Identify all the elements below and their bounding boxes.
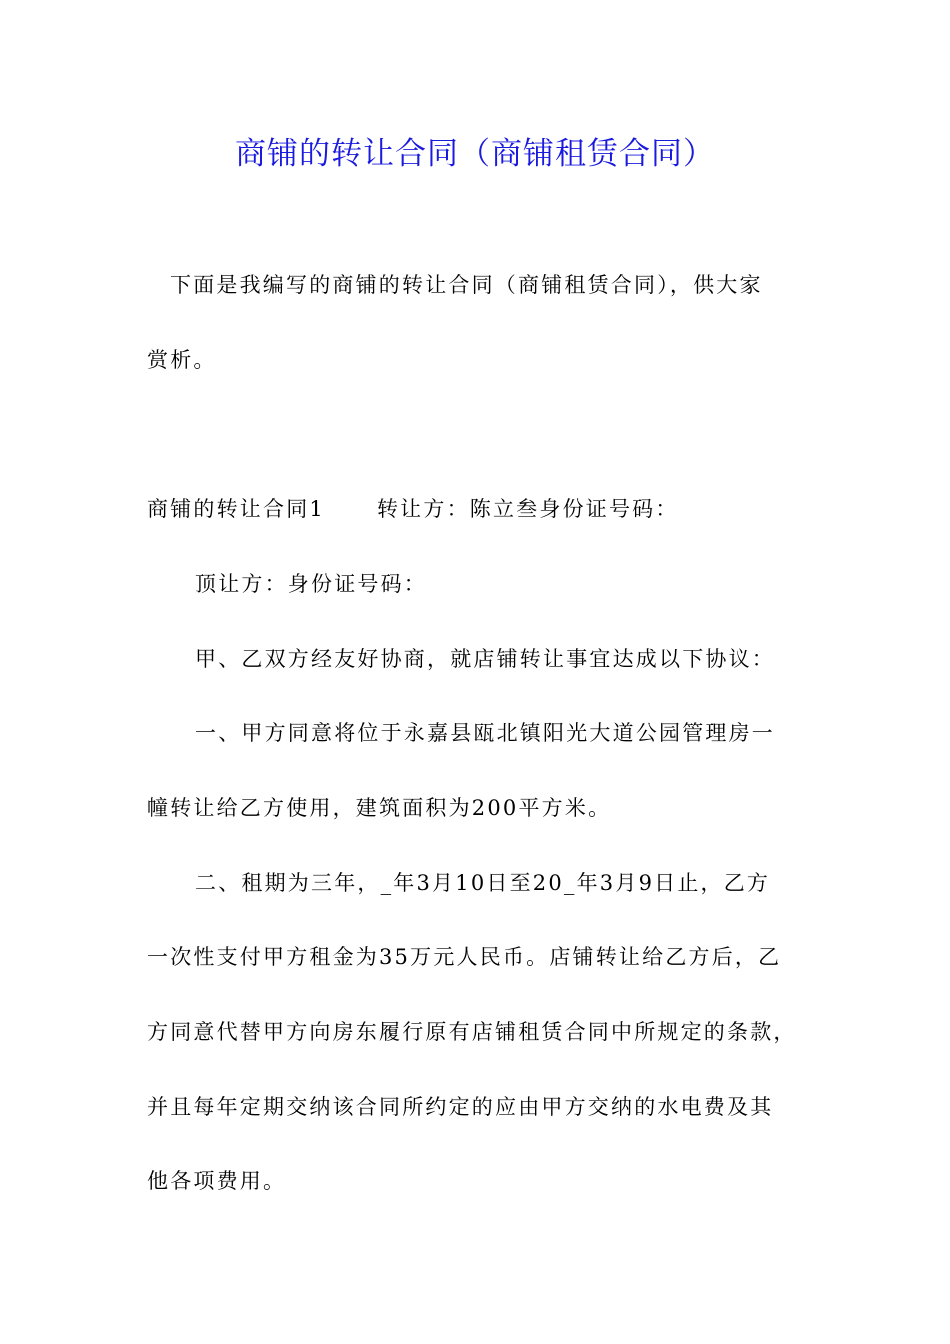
clause-1-line-1: 一、甲方同意将位于永嘉县瓯北镇阳光大道公园管理房一 [195,721,775,745]
transferor-line: 转让方：陈立叁身份证号码： [376,497,679,521]
contract-number: 商铺的转让合同1 [147,497,325,521]
clause-2-line-4: 并且每年定期交纳该合同所约定的应由甲方交纳的水电费及其 [147,1095,774,1119]
clause-2-line-5: 他各项费用。 [147,1169,287,1193]
agreement-intro: 甲、乙双方经友好协商，就店铺转让事宜达成以下协议： [195,647,775,671]
contract-heading [147,494,679,524]
clause-2-line-2: 一次性支付甲方租金为35万元人民币。店铺转让给乙方后，乙 [147,945,782,969]
transferee-line: 顶让方：身份证号码： [195,572,427,596]
document-title: 商铺的转让合同（商铺租赁合同） [235,136,715,172]
intro-line-1: 下面是我编写的商铺的转让合同（商铺租赁合同），供大家 [170,273,763,297]
clause-1-line-2: 幢转让给乙方使用，建筑面积为200平方米。 [147,796,612,820]
clause-2-line-3: 方同意代替甲方向房东履行原有店铺租赁合同中所规定的条款， [147,1020,797,1044]
clause-2-line-1: 二、租期为三年，_年3月10日至20_年3月9日止，乙方 [195,871,771,895]
intro-line-2: 赏析。 [147,348,217,372]
